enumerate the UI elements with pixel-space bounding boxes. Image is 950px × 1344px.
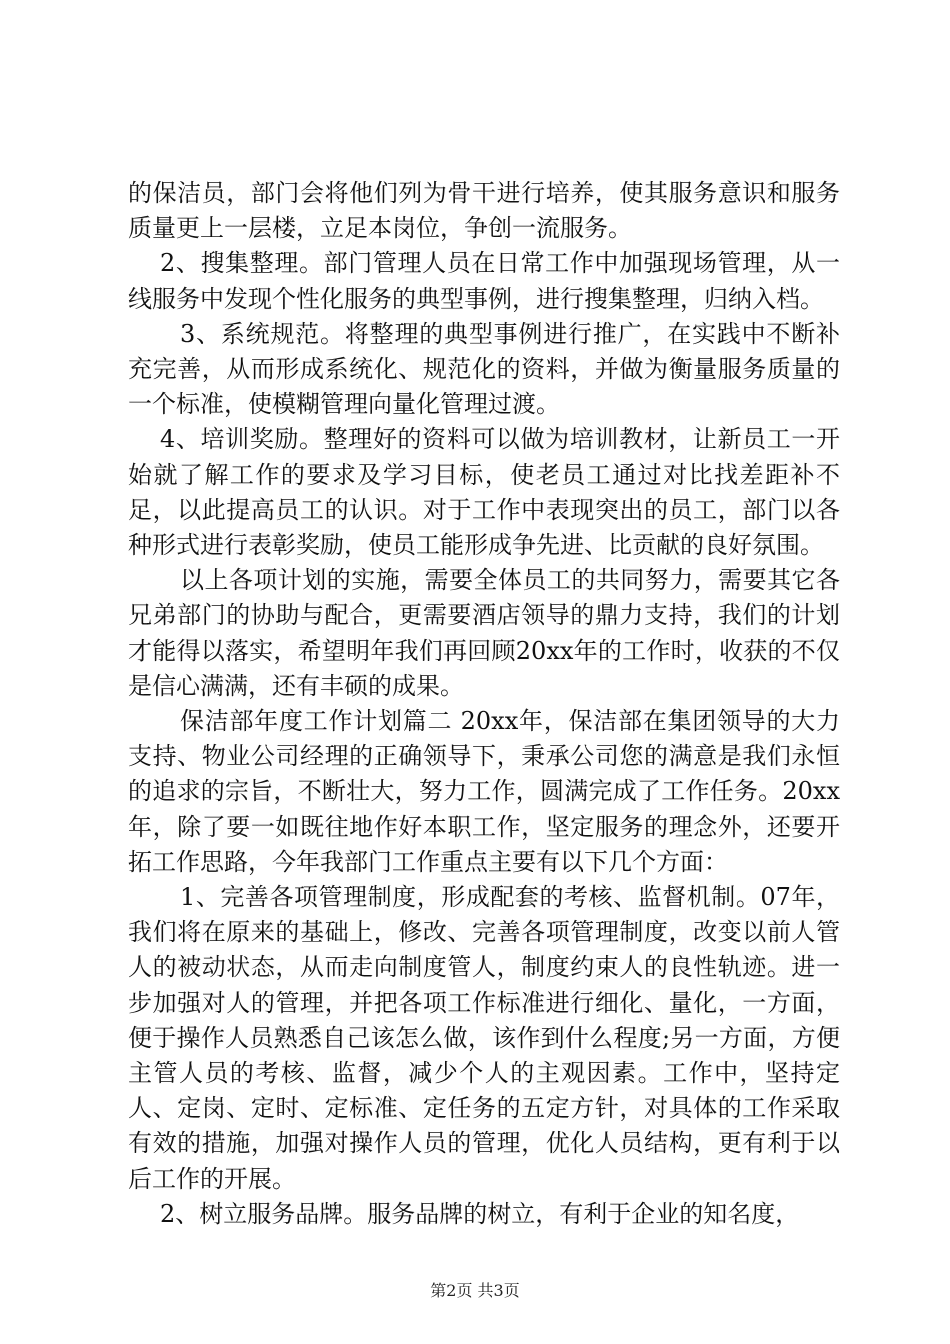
paragraph-6: 保洁部年度工作计划篇二 20xx年，保洁部在集团领导的大力支持、物业公司经理的正确领导下，秉承公司您的满意是我们永恒的追求的宗旨，不断壮大，努力工作，圆满完成了工作任务。20xx年，除了要一如既往地作好本职工作，坚定服务的理念外，还要开拓工作思路，今年我部门工作重点主要有以下几个方面：	[128, 707, 840, 876]
paragraph-3: 3、系统规范。将整理的典型事例进行推广，在实践中不断补充完善，从而形成系统化、规范化的资料，并做为衡量服务质量的一个标准，使模糊管理向量化管理过渡。	[128, 319, 840, 419]
paragraph-8: 2、树立服务品牌。服务品牌的树立，有利于企业的知名度，	[160, 1199, 800, 1228]
paragraph-7: 1、完善各项管理制度，形成配套的考核、监督机制。07年，我们将在原来的基础上，修改、完善各项管理制度，改变以前人管人的被动状态，从而走向制度管人，制度约束人的良性轨迹。进一步加强对人的管理，并把各项工作标准进行细化、量化，一方面，便于操作人员熟悉自己该怎么做，该作到什么程度;另一方面，方便主管人员的考核、监督，减少个人的主观因素。工作中，坚持定人、定岗、定时、定标准、定任务的五定方针，对具体的工作采取有效的措施，加强对操作人员的管理，优化人员结构，更有利于以后工作的开展。	[128, 883, 840, 1193]
page-footer: 第2页 共3页	[430, 1281, 520, 1300]
document-body	[128, 176, 840, 1232]
paragraph-2: 2、搜集整理。部门管理人员在日常工作中加强现场管理，从一线服务中发现个性化服务的典型事例，进行搜集整理，归纳入档。	[128, 249, 840, 313]
paragraph-4: 4、培训奖励。整理好的资料可以做为培训教材，让新员工一开始就了解工作的要求及学习目标，使老员工通过对比找差距补不足，以此提高员工的认识。对于工作中表现突出的员工，部门以各种形式进行表彰奖励，使员工能形成争先进、比贡献的良好氛围。	[128, 425, 840, 560]
paragraph-5: 以上各项计划的实施，需要全体员工的共同努力，需要其它各兄弟部门的协助与配合，更需要酒店领导的鼎力支持，我们的计划才能得以落实，希望明年我们再回顾20xx年的工作时，收获的不仅是信心满满，还有丰硕的成果。	[128, 566, 840, 700]
paragraph-1: 的保洁员，部门会将他们列为骨干进行培养，使其服务意识和服务质量更上一层楼，立足本岗位，争创一流服务。	[128, 179, 840, 243]
